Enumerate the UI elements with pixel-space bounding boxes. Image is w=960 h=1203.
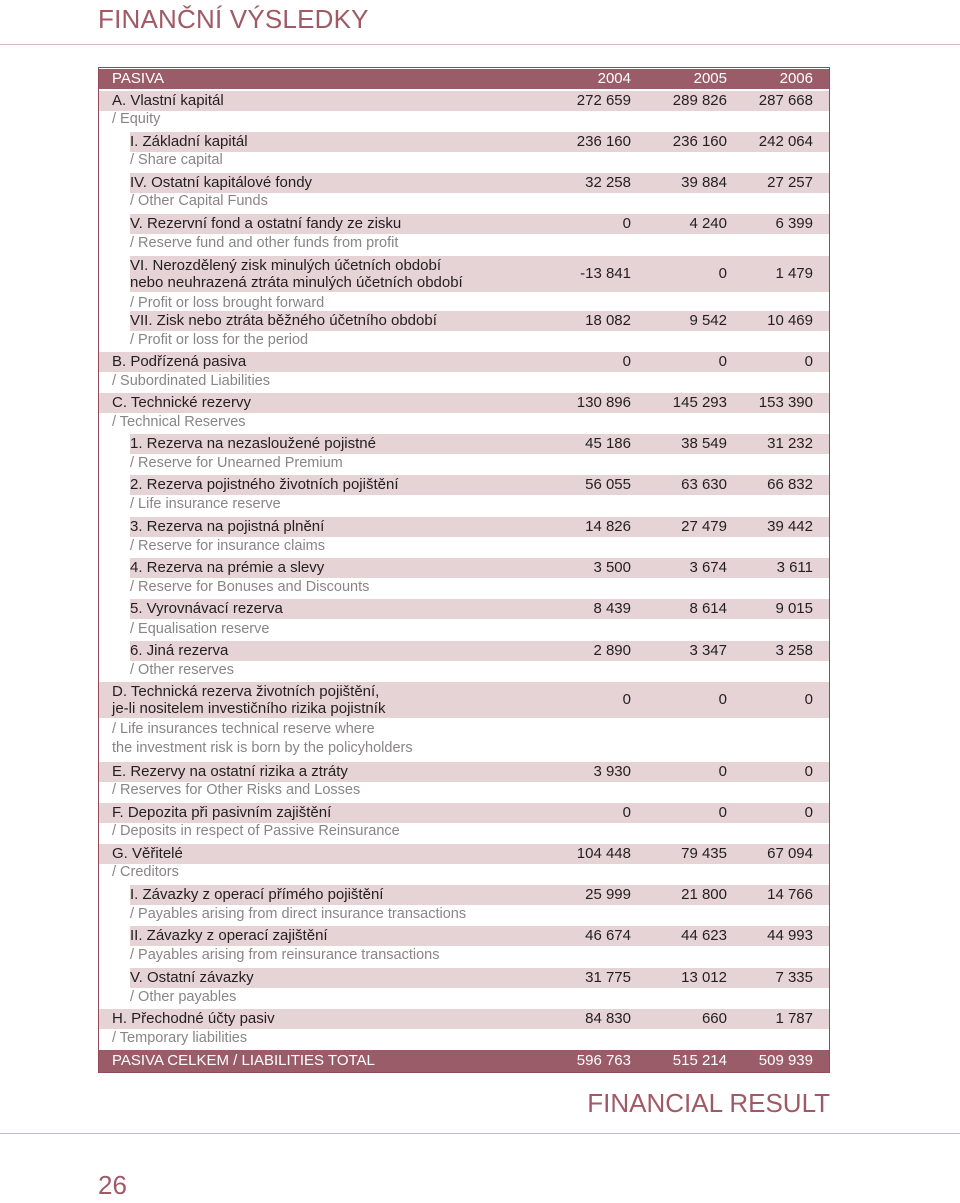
table-row: VII. Zisk nebo ztráta běžného účetního období 18 082 9 542 10 469 [130, 311, 829, 331]
liabilities-table [98, 67, 830, 1073]
row-translation: / Reserves for Other Risks and Losses [112, 782, 361, 798]
header-year-2006: 2006 [779, 70, 813, 87]
row-translation: / Profit or loss for the period [130, 332, 309, 348]
table-row: D. Technická rezerva životních pojištění, je-li nositelem investičního rizika pojistník 0 0 0 [99, 682, 829, 718]
row-translation: / Equity [112, 111, 161, 127]
table-row: VI. Nerozdělený zisk minulých účetních období nebo neuhrazená ztráta minulých účetních období -13 841 0 1 479 [130, 256, 829, 292]
table-row: 5. Vyrovnávací rezerva 8 439 8 614 9 015 [130, 599, 829, 619]
total-label: PASIVA CELKEM / LIABILITIES TOTAL [112, 1052, 375, 1069]
row-translation: / Other reserves [130, 662, 234, 678]
table-row: A. Vlastní kapitál 272 659 289 826 287 668 [99, 91, 829, 111]
header-year-2005: 2005 [693, 70, 727, 87]
row-translation: / Technical Reserves [112, 414, 246, 430]
row-translation: / Life insurances technical reserve where the investment risk is born by the policyholders [112, 721, 413, 756]
row-translation: / Other Capital Funds [130, 193, 268, 209]
total-row: PASIVA CELKEM / LIABILITIES TOTAL 596 763 515 214 509 939 [99, 1050, 829, 1072]
header-label: PASIVA [112, 70, 164, 87]
row-translation: / Subordinated Liabilities [112, 373, 270, 389]
row-translation: / Equalisation reserve [130, 621, 270, 637]
row-translation: / Share capital [130, 152, 223, 168]
table-row: H. Přechodné účty pasiv 84 830 660 1 787 [99, 1009, 829, 1029]
table-row: 6. Jiná rezerva 2 890 3 347 3 258 [130, 641, 829, 661]
table-row: IV. Ostatní kapitálové fondy 32 258 39 884 27 257 [130, 173, 829, 193]
footer-title: FINANCIAL RESULT [587, 1088, 830, 1118]
table-row: I. Závazky z operací přímého pojištění 25 999 21 800 14 766 [130, 885, 829, 905]
table-row: G. Věřitelé 104 448 79 435 67 094 [99, 844, 829, 864]
table-row: 3. Rezerva na pojistná plnění 14 826 27 479 39 442 [130, 517, 829, 537]
row-translation: / Reserve for insurance claims [130, 538, 326, 554]
row-translation: / Other payables [130, 989, 237, 1005]
table-row: C. Technické rezervy 130 896 145 293 153 390 [99, 393, 829, 413]
row-translation: / Payables arising from direct insurance transactions [130, 906, 467, 922]
table-header [99, 69, 829, 89]
table-row: II. Závazky z operací zajištění 46 674 44 623 44 993 [130, 926, 829, 946]
table-row: V. Ostatní závazky 31 775 13 012 7 335 [130, 968, 829, 988]
row-translation: / Reserve fund and other funds from profit [130, 235, 399, 251]
row-translation: / Payables arising from reinsurance transactions [130, 947, 440, 963]
table-row: V. Rezervní fond a ostatní fandy ze zisku 0 4 240 6 399 [130, 214, 829, 234]
row-translation: / Temporary liabilities [112, 1030, 248, 1046]
footer-divider [0, 1133, 960, 1134]
table-row: 4. Rezerva na prémie a slevy 3 500 3 674 3 611 [130, 558, 829, 578]
row-translation: / Deposits in respect of Passive Reinsurance [112, 823, 400, 839]
title-divider [0, 44, 960, 45]
table-row: 2. Rezerva pojistného životních pojištění 56 055 63 630 66 832 [130, 475, 829, 495]
table-row: B. Podřízená pasiva 0 0 0 [99, 352, 829, 372]
row-translation: / Reserve for Unearned Premium [130, 455, 343, 471]
row-translation: / Profit or loss brought forward [130, 295, 325, 311]
table-row: 1. Rezerva na nezasloužené pojistné 45 186 38 549 31 232 [130, 434, 829, 454]
header-year-2004: 2004 [597, 70, 631, 87]
page-number: 26 [98, 1170, 127, 1200]
row-translation: / Reserve for Bonuses and Discounts [130, 579, 370, 595]
table-row: I. Základní kapitál 236 160 236 160 242 064 [130, 132, 829, 152]
row-translation: / Creditors [112, 864, 179, 880]
row-translation: / Life insurance reserve [130, 496, 281, 512]
table-row: F. Depozita při pasivním zajištění 0 0 0 [99, 803, 829, 823]
table-row: E. Rezervy na ostatní rizika a ztráty 3 930 0 0 [99, 762, 829, 782]
page-title: FINANČNÍ VÝSLEDKY [98, 4, 369, 34]
